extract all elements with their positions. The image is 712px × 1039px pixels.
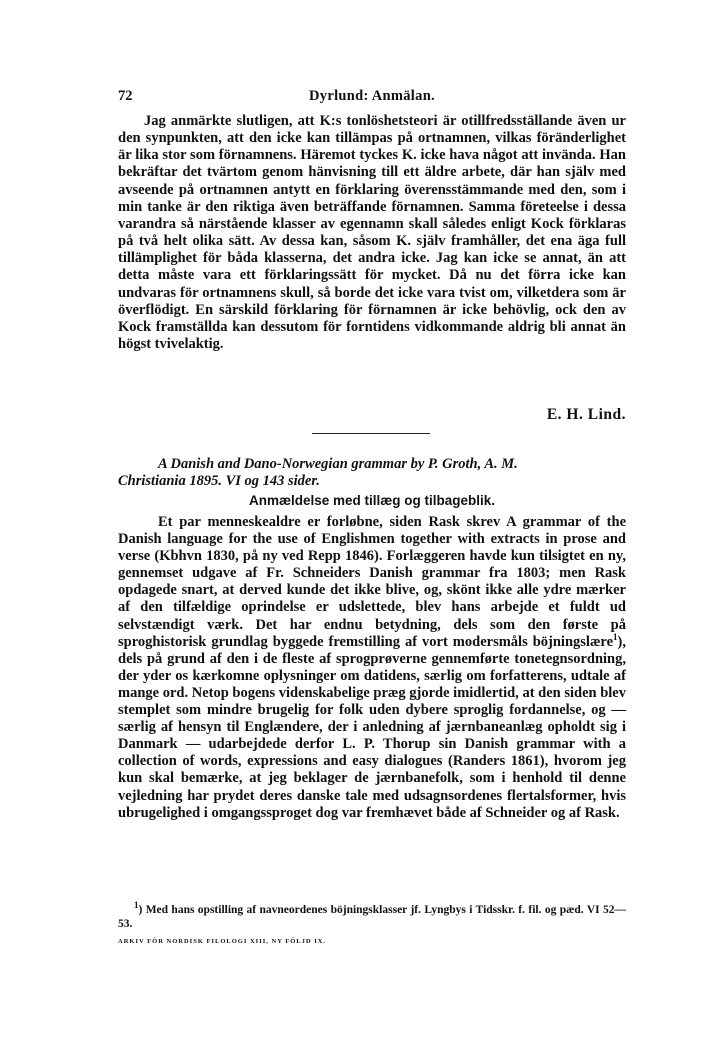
review-two-title-line-2: Christiania 1895. VI og 143 sider. — [118, 473, 320, 489]
footnote-paragraph — [118, 900, 626, 931]
review-one-body — [118, 113, 626, 353]
page-number: 72 — [118, 88, 133, 104]
review-two-paragraph — [118, 514, 626, 822]
section-divider — [312, 433, 430, 434]
running-title: Dyrlund: Anmälan. — [309, 88, 435, 104]
review-two-subheading: Anmældelse med tillæg og tilbageblik. — [248, 493, 496, 508]
review-two-title-line-1: A Danish and Dano-Norwegian grammar by P. Groth, A. M. — [158, 456, 518, 472]
footnote-reference: 1 — [613, 631, 618, 642]
review-two-body — [118, 514, 626, 822]
footnote-marker: 1 — [134, 900, 139, 911]
review-one-paragraph: Jag anmärkte slutligen, att K:s tonlöshetsteori är otillfredsställande även ur den synpunkten, att den icke kan tillämpas på ortnamnen, vilkas föränderlighet är lika stor som förnamnens. Häremot tyckes K. icke hava något att invända. Han bekräftar det tvärtom genom hänvisning till ett äldre arbete, där han själv med avseende på ortnamnen antytt en förklaring överensstämmande med den, som i min tanke är den riktiga även beträffande förnamnen. Samma företeelse i dessa varandra så närstående klasser av egennamn skall således enligt Kock förklaras på två helt olika sätt. Av dessa kan, såsom K. själv framhåller, det ena äga full tillämplighet för båda klasserna, det andra icke. Jag kan icke se annat, än att detta måste vara ett förklaringssätt för mycket. Då nu det förra icke kan undvaras för ortnamnens skull, så borde det icke vara tvist om, vilketdera som är överflödigt. En särskild förklaring för förnamnen är icke behövlig, ock den av Kock framställda kan dessutom för forntidens vidkommande aldrig bli annat än högst tvivelaktig. — [118, 113, 626, 353]
journal-signature-line: ARKIV FÖR NORDISK FILOLOGI XIII, NY FÖLJD IX. — [118, 938, 327, 945]
review-one-signature: E. H. Lind. — [546, 406, 626, 423]
page-header — [118, 88, 626, 108]
footnote — [118, 900, 626, 931]
review-two-title — [118, 456, 626, 490]
footnote-text: ) Med hans opstilling af navneordenes böjningsklasser jf. Lyngbys i Tidsskr. f. fil. og pæd. VI 52—53. — [118, 904, 626, 930]
review-two-text-before-note: Et par menneskealdre er forløbne, siden Rask skrev A grammar of the Danish language for the use of Englishmen together with extracts in prose and verse (Kbhvn 1830, på ny ved Repp 1846). Forlæggeren havde kun tilsigtet en ny, gennemset udgave af Fr. Schneiders Danish grammar fra 1803; men Rask opdagede snart, at derved kunde det ikke blive, og, skönt ikke alle ydre mærker af den tilfældige oprindelse er udslettede, blev hans arbejde et fuldt ud selvstændigt værk. Det har endnu betydning, dels som den første på sproghistorisk grundlag byggede fremstilling af vort modersmåls böjningslære — [118, 514, 626, 650]
review-two-text-after-note: ), dels på grund af den i de fleste af sprogprøverne gennemførte tonetegnsordning, der yder os kærkomne oplysninger om datidens, særlig om forfatterens, udtale af mange ord. Netop bogens videnskabelige præg gjorde imidlertid, at den siden blev stemplet som mindre brugelig for folk uden dybere sproglig fordannelse, og — særlig af hensyn til Englændere, der i anledning af jærnbaneanlæg opholdt sig i Danmark — udarbejdede derfor L. P. Thorup sin Danish grammar with a collection of words, expressions and easy dialogues (Randers 1861), hvorom jeg kun skal bemærke, at jeg beklager de jærnbanefolk, som i henhold til denne vejledning har prydet deres danske tale med udsagnsordenes flertalsformer, hvis ubrugelighed i omgangssproget dog var fremhævet både af Schneider og af Rask. — [118, 633, 626, 821]
